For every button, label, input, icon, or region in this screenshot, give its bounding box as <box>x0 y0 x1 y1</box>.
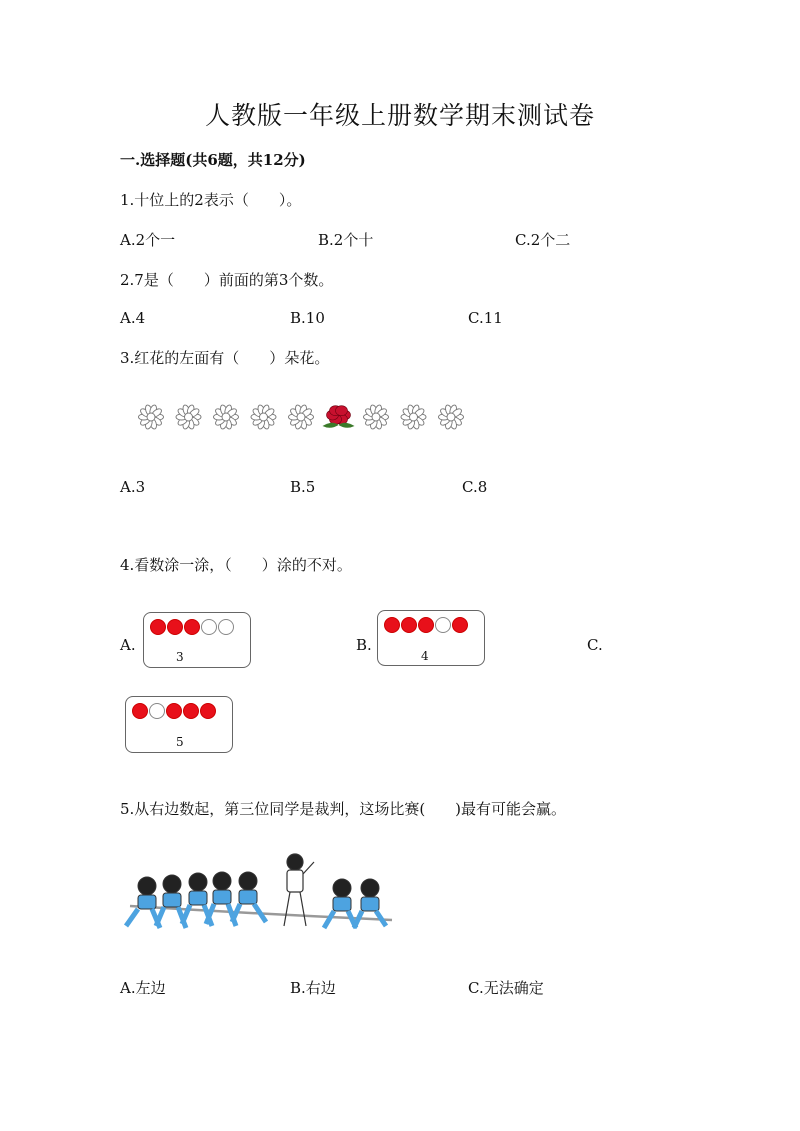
question-5: 5.从右边数起，第三位同学是裁判，这场比赛( )最有可能会赢。 <box>120 800 567 818</box>
red-dot <box>184 619 200 635</box>
red-dot <box>418 617 434 633</box>
red-dot <box>384 617 400 633</box>
question-2: 2.7是（ ）前面的第3个数。 <box>120 271 334 289</box>
red-dot <box>401 617 417 633</box>
count-box-a <box>143 612 251 668</box>
tug-of-war-illustration <box>120 848 405 940</box>
q3-option-b: B.5 <box>290 478 316 496</box>
dot-row-a <box>150 619 234 635</box>
white-flower-icon <box>251 404 276 430</box>
q4-option-a: A. <box>120 636 136 654</box>
q1-option-c: C.2个二 <box>515 231 571 249</box>
red-dot <box>150 619 166 635</box>
q2-option-c: C.11 <box>468 309 503 327</box>
white-flower-icon <box>364 404 389 430</box>
white-flower-icon <box>439 404 464 430</box>
white-flower-icon <box>401 404 426 430</box>
question-1: 1.十位上的2表示（ ）。 <box>120 191 302 209</box>
red-dot <box>132 703 148 719</box>
dot-row-b <box>384 617 468 633</box>
white-dot <box>149 703 165 719</box>
q1-option-a: A.2个一 <box>120 231 176 249</box>
section-heading: 一.选择题(共6题，共12分) <box>120 151 306 169</box>
white-flower-icon <box>214 404 239 430</box>
question-4: 4.看数涂一涂，（ ）涂的不对。 <box>120 556 352 574</box>
red-dot <box>183 703 199 719</box>
flower-row <box>134 398 474 440</box>
q3-option-c: C.8 <box>462 478 488 496</box>
question-3: 3.红花的左面有（ ）朵花。 <box>120 349 330 367</box>
q5-option-b: B.右边 <box>290 979 336 997</box>
white-flower-icon <box>139 404 164 430</box>
dot-row-c <box>132 703 216 719</box>
red-dot <box>166 703 182 719</box>
count-box-b <box>377 610 485 666</box>
q2-option-a: A.4 <box>120 309 146 327</box>
count-number-b: 4 <box>421 649 429 663</box>
white-dot <box>218 619 234 635</box>
count-box-c <box>125 696 233 753</box>
q4-option-c: C. <box>587 636 603 654</box>
white-dot <box>201 619 217 635</box>
q5-option-c: C.无法确定 <box>468 979 544 997</box>
red-dot <box>452 617 468 633</box>
q2-option-b: B.10 <box>290 309 325 327</box>
q1-option-b: B.2个十 <box>318 231 374 249</box>
q4-option-b: B. <box>356 636 372 654</box>
red-dot <box>167 619 183 635</box>
count-number-a: 3 <box>176 650 184 664</box>
count-number-c: 5 <box>176 735 184 749</box>
red-flower-icon <box>323 406 355 428</box>
page-title: 人教版一年级上册数学期末测试卷 <box>204 101 595 130</box>
q5-option-a: A.左边 <box>120 979 166 997</box>
q3-option-a: A.3 <box>120 478 146 496</box>
white-dot <box>435 617 451 633</box>
red-dot <box>200 703 216 719</box>
white-flower-icon <box>289 404 314 430</box>
white-flower-icon <box>176 404 201 430</box>
